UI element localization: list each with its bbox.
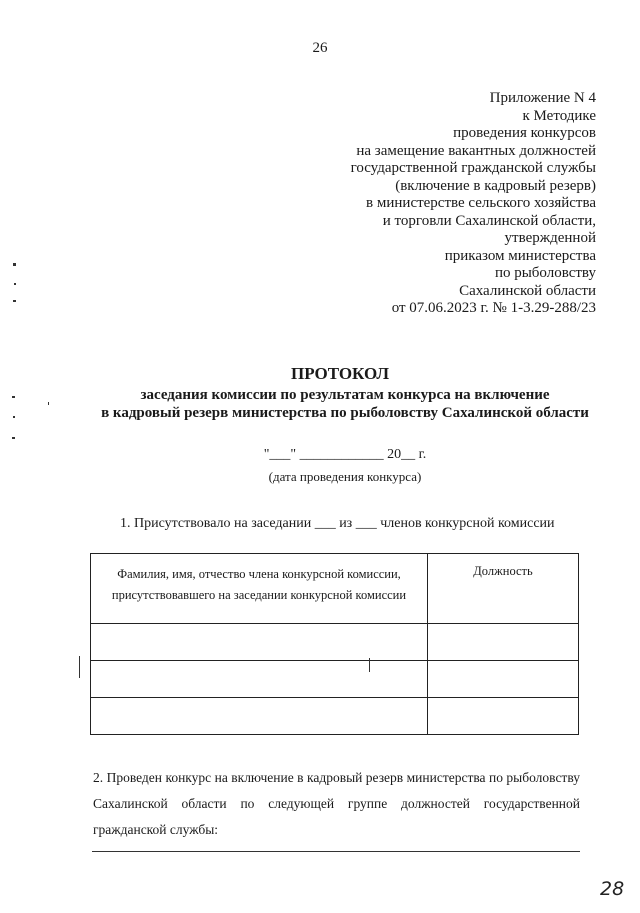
scan-speck [48, 402, 49, 405]
scan-speck [12, 437, 15, 439]
appendix-line: проведения конкурсов [453, 125, 596, 141]
appendix-line: в министерстве сельского хозяйства [366, 195, 596, 211]
appendix-line: утвержденной [504, 230, 596, 246]
cell-name [91, 661, 428, 698]
page-number: 26 [312, 40, 328, 56]
appendix-line: государственной гражданской службы [350, 160, 596, 176]
scan-speck [13, 263, 16, 266]
appendix-line: (включение в кадровый резерв) [395, 177, 596, 194]
cell-name [91, 624, 428, 661]
cell-position [428, 698, 579, 735]
scan-speck [12, 396, 15, 398]
document-subtitle [30, 386, 640, 422]
appendix-line: от 07.06.2023 г. № 1-3.29-288/23 [391, 300, 596, 316]
cell-name [91, 698, 428, 735]
scan-speck [13, 300, 16, 302]
members-table [90, 553, 579, 735]
appendix-line: Приложение N 4 [489, 90, 596, 106]
header-name-line: Фамилия, имя, отчество члена конкурсной комиссии, [117, 567, 401, 581]
table-row [91, 698, 579, 735]
scan-speck [79, 656, 80, 678]
table-header-row [91, 554, 579, 624]
appendix-line: и торговли Сахалинской области, [382, 212, 596, 229]
document-title: ПРОТОКОЛ [290, 364, 389, 383]
header-full-name [91, 554, 428, 624]
scan-speck [14, 283, 16, 285]
scan-speck [13, 416, 15, 418]
clause-competition: 2. Проведен конкурс на включение в кадровый резерв министерства по рыболовству Сахалинской области по следующей группе должностей государственной гражданской службы: [93, 770, 580, 837]
appendix-line: к Методике [522, 107, 596, 124]
scan-speck [369, 658, 370, 672]
subtitle-line: заседания комиссии по результатам конкурса на включение [140, 387, 550, 403]
appendix-line: Сахалинской области [459, 282, 596, 299]
table-row [91, 661, 579, 698]
handwritten-sheet-number: 28 [600, 878, 625, 900]
table-row [91, 624, 579, 661]
appendix-line: приказом министерства [444, 247, 596, 264]
header-name-line: присутствовавшего на заседании конкурсной комиссии [111, 588, 407, 602]
cell-position [428, 624, 579, 661]
header-position: Должность [428, 554, 579, 624]
subtitle-line: в кадровый резерв министерства по рыболовству Сахалинской области [101, 405, 589, 421]
date-field: "___" ____________ 20__ г. [263, 447, 427, 462]
appendix-line: на замещение вакантных должностей [356, 142, 596, 159]
clause-attendance: 1. Присутствовало на заседании ___ из ___ членов конкурсной комиссии [120, 516, 555, 531]
date-caption: (дата проведения конкурса) [268, 469, 422, 484]
appendix-line: по рыболовству [494, 265, 596, 281]
appendix-block [351, 90, 596, 318]
answer-line [92, 851, 580, 852]
cell-position [428, 661, 579, 698]
